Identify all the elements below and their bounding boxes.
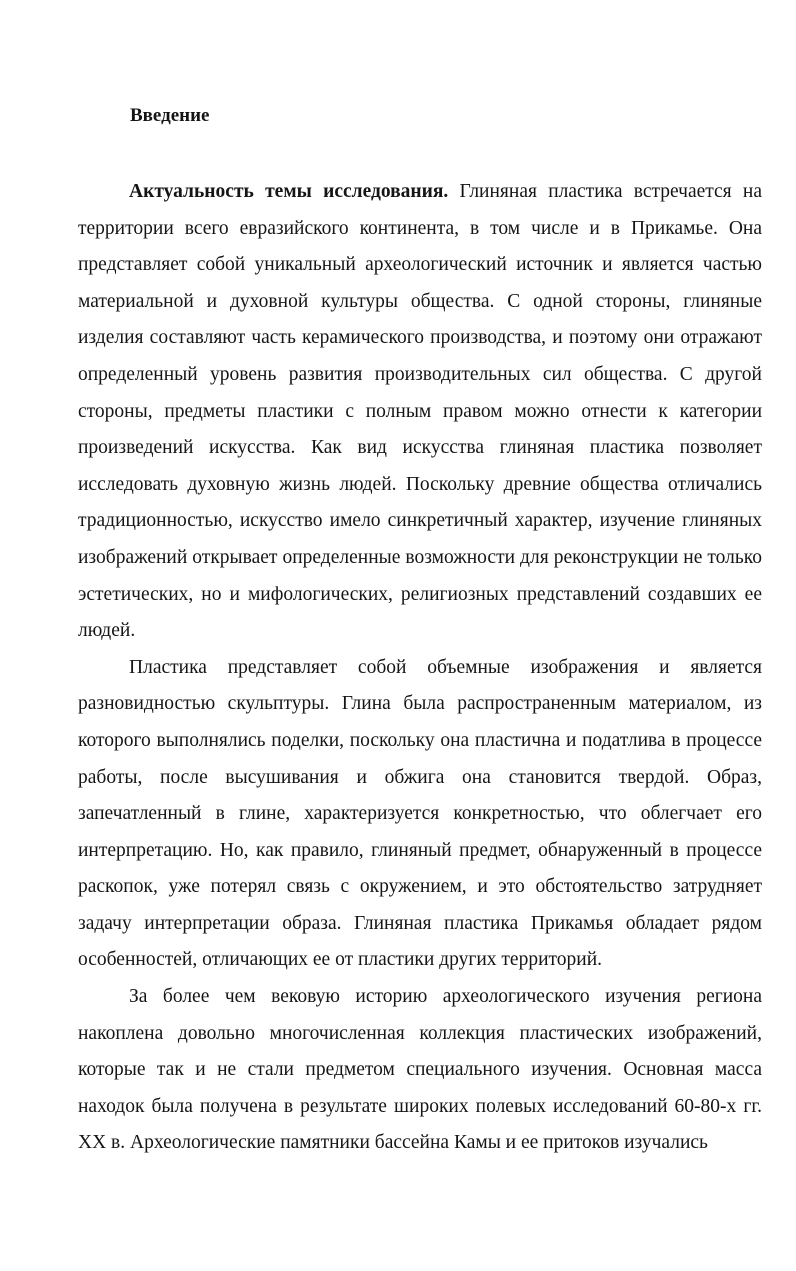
paragraph-text: Глиняная пластика встречается на территории всего евразийского континента, в том числе и в Прикамье. Она представляет собой уникальный археологический источник и является частью материальной и духовной культуры общества. С одной стороны, глиняные изделия составляют часть керамического производства, и поэтому они отражают определенный уровень развития производительных сил общества. С другой стороны, предметы пластики с полным правом можно отнести к категории произведений искусства. Как вид искусства глиняная пластика позволяет исследовать духовную жизнь людей. Поскольку древние общества отличались традиционностью, искусство имело синкретичный характер, изучение глиняных изображений открывает определенные возможности для реконструкции не только эстетических, но и мифологических, религиозных представлений создавших ее людей. [78,181,762,642]
paragraph-plastic-art: Пластика представляет собой объемные изображения и является разновидностью скульптуры. Глина была распространенным материалом, из которого выполнялись поделки, поскольку она пластична и податлива в процессе работы, после высушивания и обжига она становится твердой. Образ, запечатленный в глине, характеризуется конкретностью, что облегчает его интерпретацию. Но, как правило, глиняный предмет, обнаруженный в процессе раскопок, уже потерял связь с окружением, и это обстоятельство затрудняет задачу интерпретации образа. Глиняная пластика Прикамья обладает рядом особенностей, отличающих ее от пластики других территорий. [78,656,762,971]
section-heading: Введение [130,105,210,126]
paragraph-collection: За более чем вековую историю археологического изучения региона накоплена довольно многочисленная коллекция пластических изображений, которые так и не стали предметом специального изучения. Основная масса находок была получена в результате широких полевых исследований 60-80-х гг. XX в. Археологические памятники бассейна Камы и ее притоков изучались [78,986,762,1154]
paragraph-lead: Актуальность темы исследования. [129,181,449,202]
document-body [78,174,762,1162]
paragraph-relevance [78,174,762,650]
